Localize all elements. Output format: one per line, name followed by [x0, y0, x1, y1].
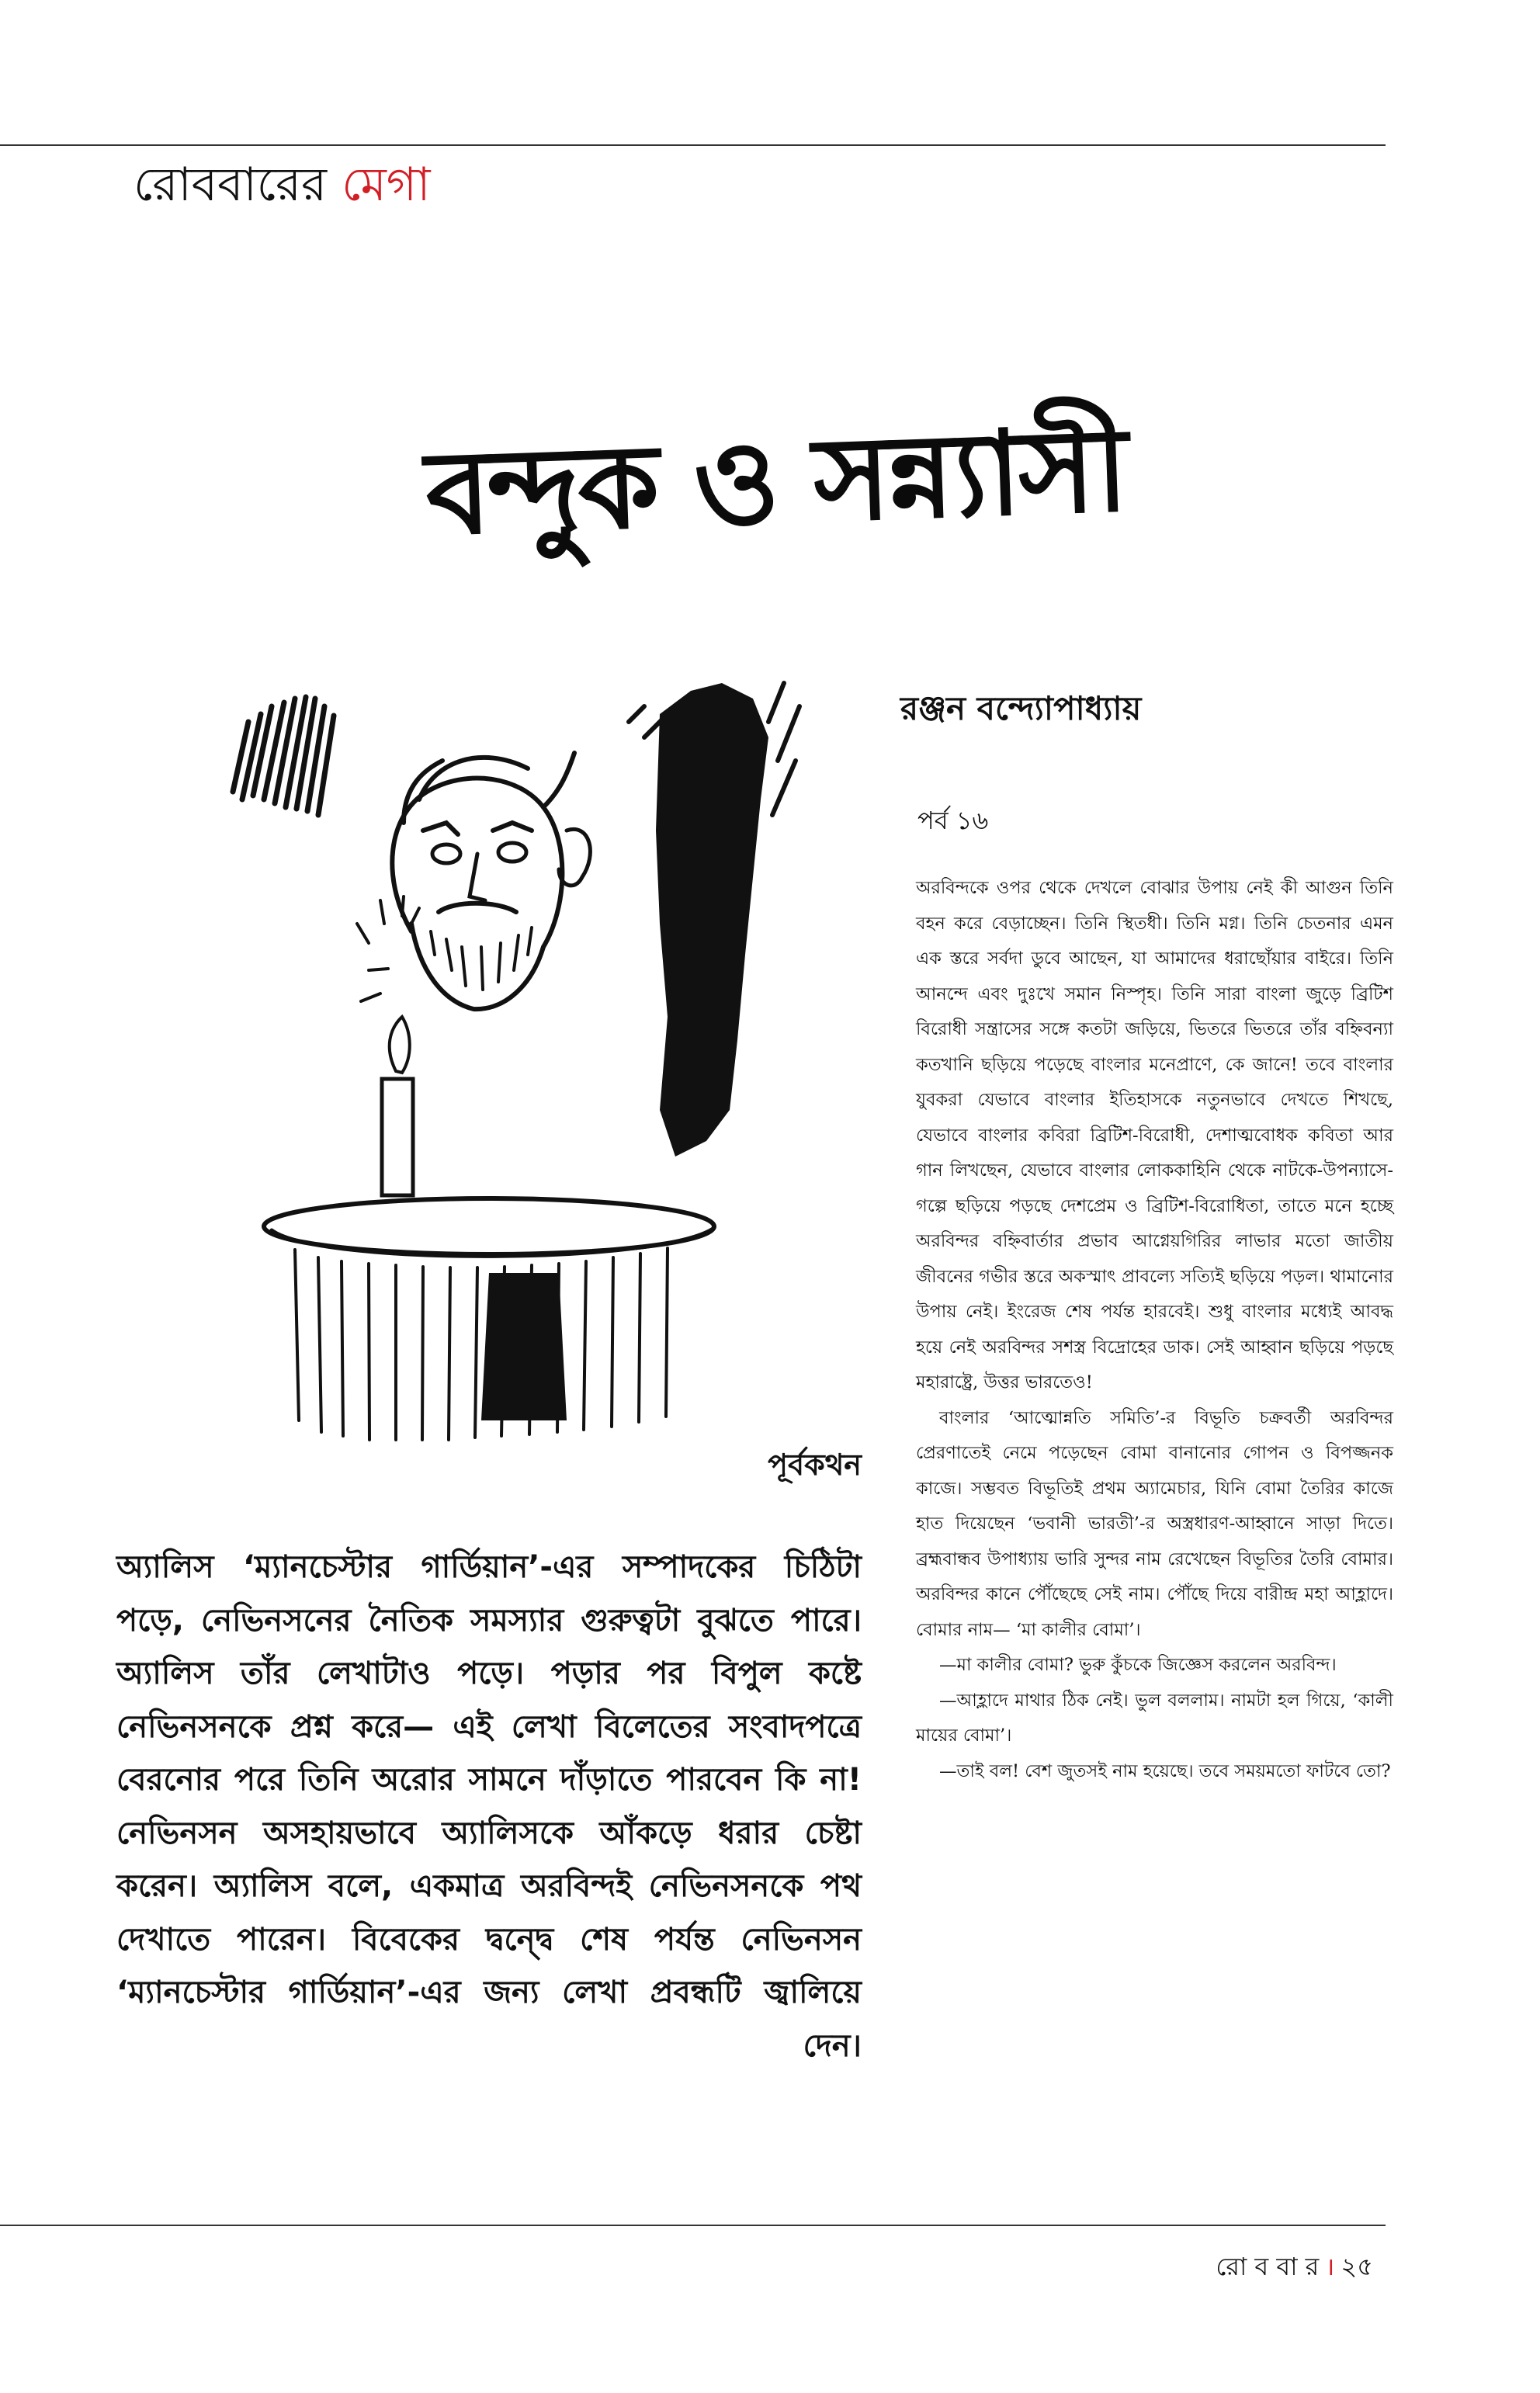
article-body: [916, 871, 1393, 1789]
section-accent: মেগা: [342, 158, 431, 212]
body-paragraph: —মা কালীর বোমা? ভুরু কুঁচকে জিজ্ঞেস করলেন অরবিন্দ।: [939, 1655, 1337, 1675]
story-title: বন্দুক ও সন্ন্যাসী: [423, 402, 1128, 562]
footer-separator: ।: [1325, 2252, 1335, 2281]
prologue-synopsis: অ্যালিস ‘ম্যানচেস্টার গার্ডিয়ান’-এর সম্পাদকের চিঠিটা পড়ে, নেভিনসনের নৈতিক সমস্যার গুরুত্বটা বুঝতে পারে। অ্যালিস তাঁর লেখাটাও পড়ে। পড়ার পর বিপুল কষ্টে নেভিনসনকে প্রশ্ন করে— এই লেখা বিলেতের সংবাদপত্রে বেরনোর পরে তিনি অরোর সামনে দাঁড়াতে পারবেন কি না! নেভিনসন অসহায়ভাবে অ্যালিসকে আঁকড়ে ধরার চেষ্টা করেন। অ্যালিস বলে, একমাত্র অরবিন্দই নেভিনসনকে পথ দেখাতে পারেন। বিবেকের দ্বন্দ্বে শেষ পর্যন্ত নেভিনসন ‘ম্যানচেস্টার গার্ডিয়ান’-এর জন্য লেখা প্রবন্ধটি জ্বালিয়ে দেন।: [116, 1549, 862, 2064]
episode-number: পর্ব ১৬: [917, 806, 989, 835]
body-paragraph: বাংলার ‘আত্মোন্নতি সমিতি’-র বিভূতি চক্রবর্তী অরবিন্দর প্রেরণাতেই নেমে পড়েছেন বোমা বানানোর গোপন ও বিপজ্জনক কাজে। সম্ভবত বিভূতিই প্রথম অ্যামেচার, যিনি বোমা তৈরির কাজে হাত দিয়েছেন ‘ভবানী ভারতী’-র অস্ত্রধারণ-আহ্বানে সাড়া দিতে। ব্রহ্মবান্ধব উপাধ্যায় ভারি সুন্দর নাম রেখেছেন বিভূতির তৈরি বোমার। অরবিন্দর কানে পৌঁছেছে সেই নাম। পৌঁছে দিয়ে বারীন্দ্র মহা আহ্লাদে। বোমার নাম— ‘মা কালীর বোমা’।: [916, 1407, 1393, 1640]
bottom-rule: [0, 2225, 1386, 2226]
prologue-heading: পূর্বকথন: [768, 1448, 862, 1482]
body-paragraph: অরবিন্দকে ওপর থেকে দেখলে বোঝার উপায় নেই কী আগুন তিনি বহন করে বেড়াচ্ছেন। তিনি স্থিতধী। তিনি মগ্ন। তিনি চেতনার এমন এক স্তরে সর্বদা ডুবে আছেন, যা আমাদের ধরাছোঁয়ার বাইরে। তিনি আনন্দে এবং দুঃখে সমান নিস্পৃহ। তিনি সারা বাংলা জুড়ে ব্রিটিশ বিরোধী সন্ত্রাসের সঙ্গে কতটা জড়িয়ে, ভিতরে ভিতরে তাঁর বহ্নিবন্যা কতখানি ছড়িয়ে পড়েছে বাংলার মনেপ্রাণে, কে জানে! তবে বাংলার যুবকরা যেভাবে বাংলার ইতিহাসকে নতুনভাবে দেখতে শিখছে, যেভাবে বাংলার কবিরা ব্রিটিশ-বিরোধী, দেশাত্মবোধক কবিতা আর গান লিখছেন, যেভাবে বাংলার লোককাহিনি থেকে নাটকে-উপন্যাসে-গল্পে ছড়িয়ে পড়ছে দেশপ্রেম ও ব্রিটিশ-বিরোধিতা, তাতে মনে হচ্ছে অরবিন্দর বহ্নিবার্তার প্রভাব আগ্নেয়গিরির লাভার মতো জাতীয় জীবনের গভীর স্তরে অকস্মাৎ প্রাবল্যে সত্যিই ছড়িয়ে পড়ল। থামানোর উপায় নেই। ইংরেজ শেষ পর্যন্ত হারবেই। শুধু বাংলার মধ্যেই আবদ্ধ হয়ে নেই অরবিন্দর সশস্ত্র বিদ্রোহের ডাক। সেই আহ্বান ছড়িয়ে পড়ছে মহারাষ্ট্রে, উত্তর ভারতেও!: [916, 878, 1393, 1392]
ink-illustration: [225, 675, 846, 1444]
section-prefix: রোববারের: [134, 158, 328, 212]
page-number: ২৫: [1341, 2252, 1373, 2281]
publication-name: রো ব বা র: [1216, 2252, 1320, 2281]
top-rule: [0, 144, 1386, 146]
section-label: [134, 159, 431, 210]
body-paragraph: —তাই বল! বেশ জুতসই নাম হয়েছে। তবে সময়মতো ফাটবে তো?: [939, 1760, 1391, 1781]
page-footer: [1216, 2247, 1373, 2289]
body-paragraph: —আহ্লাদে মাথার ঠিক নেই। ভুল বললাম। নামটা হল গিয়ে, ‘কালী মায়ের বোমা’।: [916, 1690, 1393, 1746]
byline: রঞ্জন বন্দ্যোপাধ্যায়: [900, 689, 1142, 727]
